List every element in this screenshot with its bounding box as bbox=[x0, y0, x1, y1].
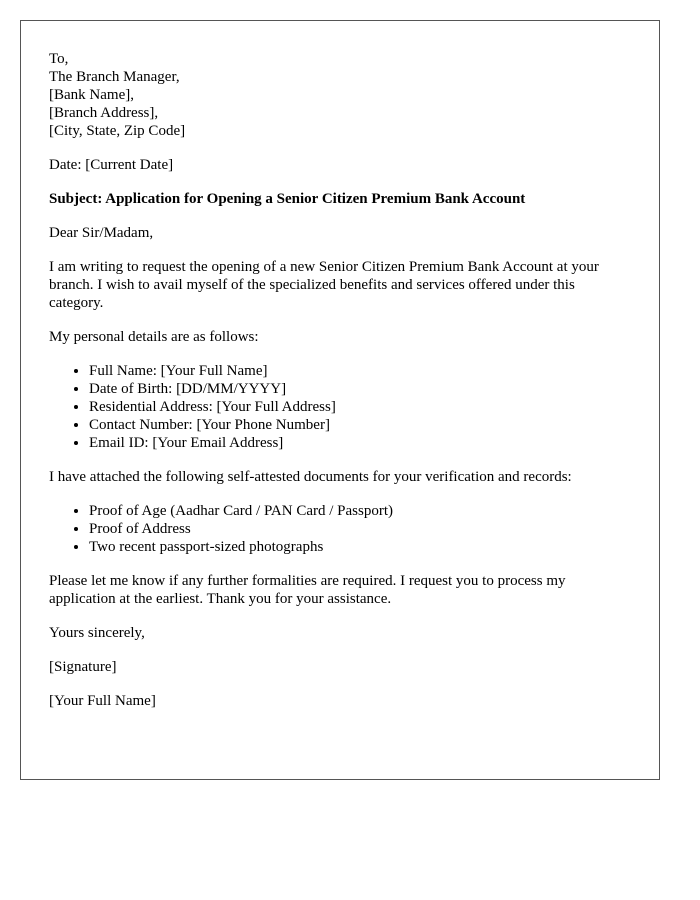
recipient-city-state-zip: [City, State, Zip Code] bbox=[49, 123, 186, 139]
intro-paragraph: I am writing to request the opening of a new Senior Citizen Premium Bank Account at your branch. I wish to avail myself of the specialized benefits and services offered under this category. bbox=[49, 259, 599, 311]
list-item: • Email ID: [Your Email Address] bbox=[89, 434, 631, 452]
salutation: Dear Sir/Madam, bbox=[49, 225, 154, 241]
documents-intro: I have attached the following self-attested documents for your verification and records: bbox=[49, 469, 572, 485]
list-item: • Proof of Age (Aadhar Card / PAN Card / Passport) bbox=[89, 502, 631, 520]
recipient-branch-address: [Branch Address], bbox=[49, 105, 159, 121]
recipient-bank-name: [Bank Name], bbox=[49, 87, 134, 103]
list-item: • Proof of Address bbox=[89, 520, 631, 538]
letter-subject: Subject: Application for Opening a Senior Citizen Premium Bank Account bbox=[49, 191, 526, 207]
details-intro: My personal details are as follows: bbox=[49, 329, 259, 345]
list-item: • Full Name: [Your Full Name] bbox=[89, 362, 631, 380]
recipient-to: To, bbox=[49, 51, 69, 67]
sender-name: [Your Full Name] bbox=[49, 693, 156, 709]
list-item: • Contact Number: [Your Phone Number] bbox=[89, 416, 631, 434]
recipient-address bbox=[49, 50, 631, 140]
list-item: • Residential Address: [Your Full Address] bbox=[89, 398, 631, 416]
recipient-title: The Branch Manager, bbox=[49, 69, 180, 85]
documents-list bbox=[49, 502, 631, 556]
signature-placeholder: [Signature] bbox=[49, 659, 117, 675]
list-item: • Two recent passport-sized photographs bbox=[89, 538, 631, 556]
letter-document bbox=[20, 20, 660, 780]
list-item: • Date of Birth: [DD/MM/YYYY] bbox=[89, 380, 631, 398]
closing-paragraph: Please let me know if any further formalities are required. I request you to process my application at the earliest. Thank you for your assistance. bbox=[49, 573, 566, 607]
letter-date: Date: [Current Date] bbox=[49, 157, 174, 173]
personal-details-list bbox=[49, 362, 631, 452]
sign-off: Yours sincerely, bbox=[49, 625, 145, 641]
